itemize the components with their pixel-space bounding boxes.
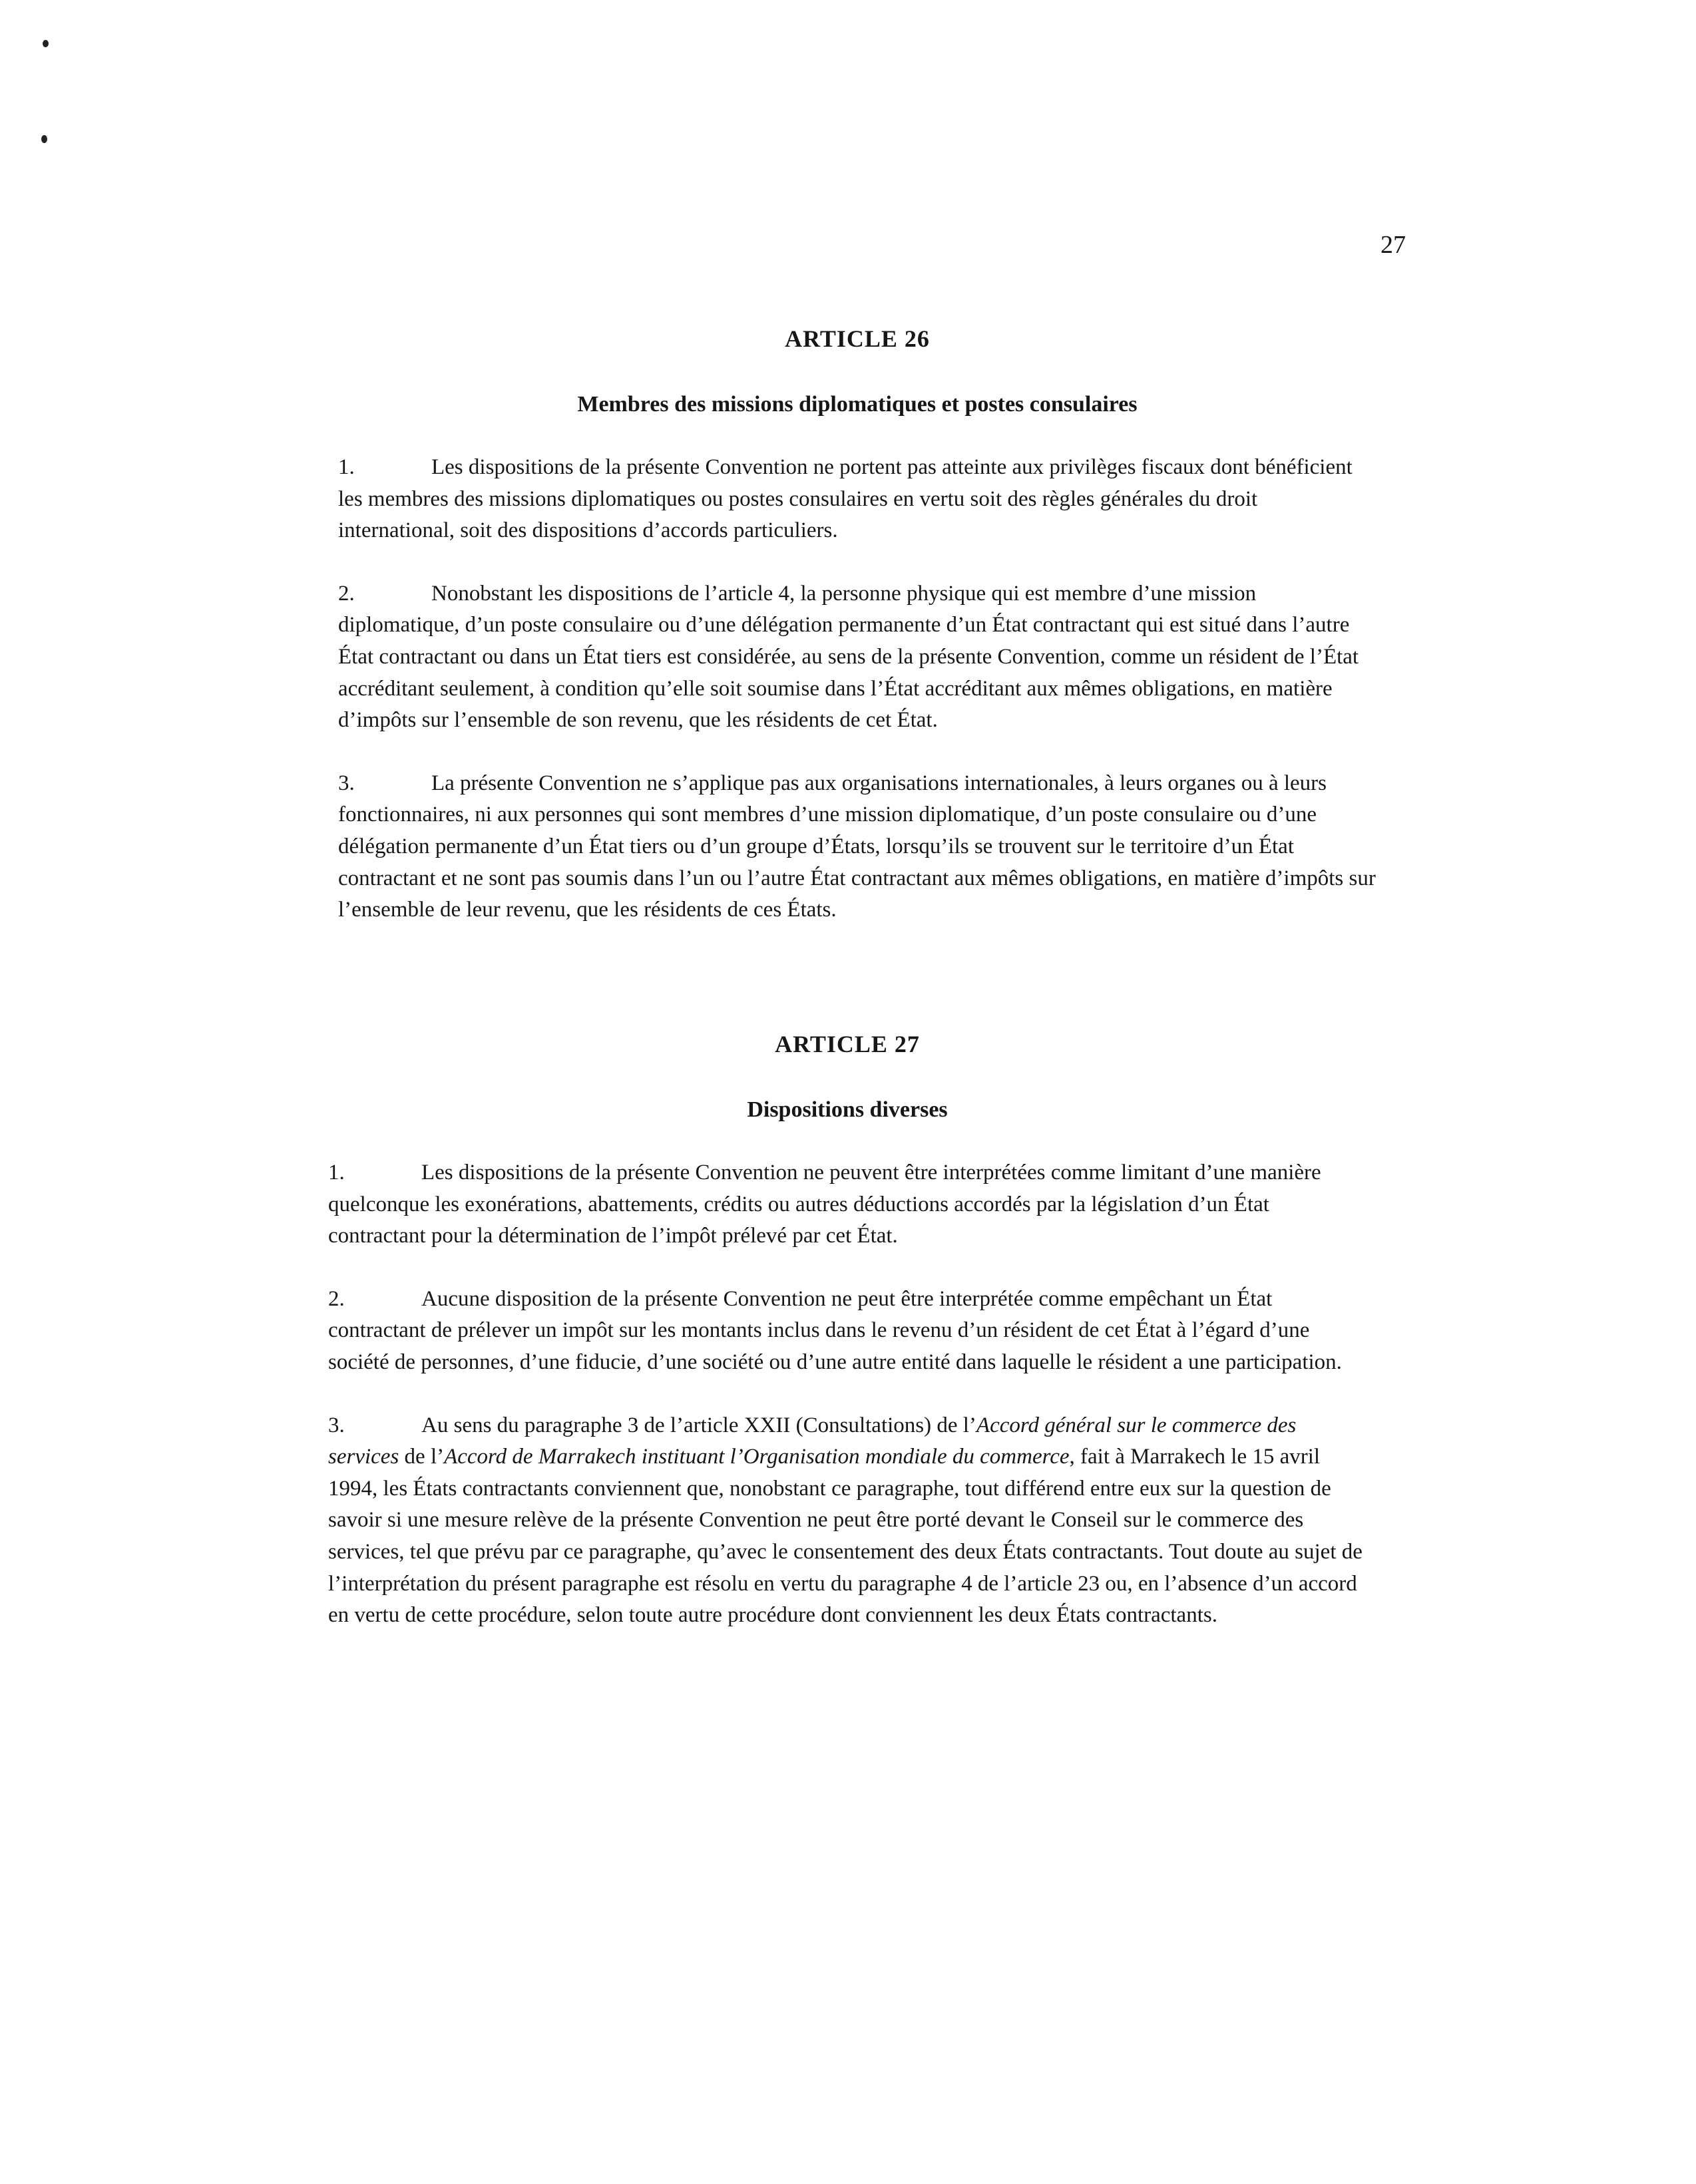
article-paragraph xyxy=(328,1410,1367,1632)
article-paragraph xyxy=(338,452,1377,547)
article-title: ARTICLE 26 xyxy=(785,325,930,352)
paragraph-number: 1. xyxy=(338,455,355,479)
article-title: ARTICLE 27 xyxy=(775,1031,920,1057)
treaty-title-marrakech: Accord de Marrakech instituant l’Organisation mondiale du commerce xyxy=(444,1445,1070,1469)
treaty-title-gats: Accord général sur le commerce des services xyxy=(328,1413,1297,1469)
paragraph-number: 2. xyxy=(338,581,355,606)
article-paragraph xyxy=(338,768,1377,926)
paragraph-number: 2. xyxy=(328,1286,345,1311)
paragraph-text: La présente Convention ne s’applique pas aux organisations internationales, à leurs organes ou à leurs fonctionnaires, ni aux personnes qui sont membres d’une mission diplomatique, d’un poste consulaire ou d’une délégation permanente d’un État tiers ou d’un groupe d’États, lorsqu’ils se trouvent sur le territoire d’un État contractant et ne sont pas soumis dans l’un ou l’autre État contractant aux mêmes obligations, en matière d’impôts sur l’ensemble de leur revenu, que les résidents de ces États. xyxy=(338,771,1376,922)
paragraph-text: Nonobstant les dispositions de l’article 4, la personne physique qui est membre d’une mission diplomatique, d’un poste consulaire ou d’une délégation permanente d’un État contractant qui est situé dans l’autre État contractant ou dans un État tiers est considérée, au sens de la présente Convention, comme un résident de l’État accréditant seulement, à condition qu’elle soit soumise dans l’État accréditant aux mêmes obligations, en matière d’impôts sur l’ensemble de son revenu, que les résidents de cet État. xyxy=(338,581,1359,733)
article-subtitle: Membres des missions diplomatiques et postes consulaires xyxy=(577,392,1138,417)
paragraph-text-part: , fait à Marrakech le 15 avril 1994, les États contractants conviennent que, nonobstant ce paragraphe, tout différend entre eux sur la question de savoir si une mesure relève de la présente Convention ne peut être porté devant le Conseil sur le commerce des services, tel que prévu par ce paragraphe, qu’avec le consentement des deux États contractants. Tout doute au sujet de l’interprétation du présent paragraphe est résolu en vertu du paragraphe 4 de l’article 23 ou, en l’absence d’un accord en vertu de cette procédure, selon toute autre procédure dont conviennent les deux États contractants. xyxy=(328,1445,1363,1628)
scan-speck xyxy=(41,135,47,143)
article-paragraph xyxy=(328,1157,1367,1252)
paragraph-text: Aucune disposition de la présente Convention ne peut être interprétée comme empêchant un État contractant de prélever un impôt sur les montants inclus dans le revenu d’un résident de cet État à l’égard d’une société de personnes, d’une fiducie, d’une société ou d’une autre entité dans laquelle le résident a une participation. xyxy=(328,1286,1342,1374)
paragraph-number: 3. xyxy=(328,1413,345,1437)
article-26 xyxy=(338,323,1377,958)
paragraph-number: 3. xyxy=(338,771,355,795)
paragraph-text-part: Au sens du paragraphe 3 de l’article XXII (Consultations) de l’ xyxy=(421,1413,976,1437)
paragraph-number: 1. xyxy=(328,1161,345,1184)
page-number: 27 xyxy=(1380,231,1406,259)
article-27 xyxy=(328,1028,1367,1663)
paragraph-text: Les dispositions de la présente Convention ne portent pas atteinte aux privilèges fiscaux dont bénéficient les membres des missions diplomatiques ou postes consulaires en vertu soit des règles générales du droit international, soit des dispositions d’accords particuliers. xyxy=(338,455,1353,543)
article-subtitle: Dispositions diverses xyxy=(747,1097,948,1122)
article-paragraph xyxy=(338,578,1377,737)
paragraph-text-part: de l’ xyxy=(399,1445,445,1469)
article-paragraph xyxy=(328,1284,1367,1379)
paragraph-text: Les dispositions de la présente Convention ne peuvent être interprétées comme limitant d’une manière quelconque les exonérations, abattements, crédits ou autres déductions accordés par la législation d’un État contractant pour la détermination de l’impôt prélevé par cet État. xyxy=(328,1161,1321,1248)
scan-speck xyxy=(43,40,49,47)
